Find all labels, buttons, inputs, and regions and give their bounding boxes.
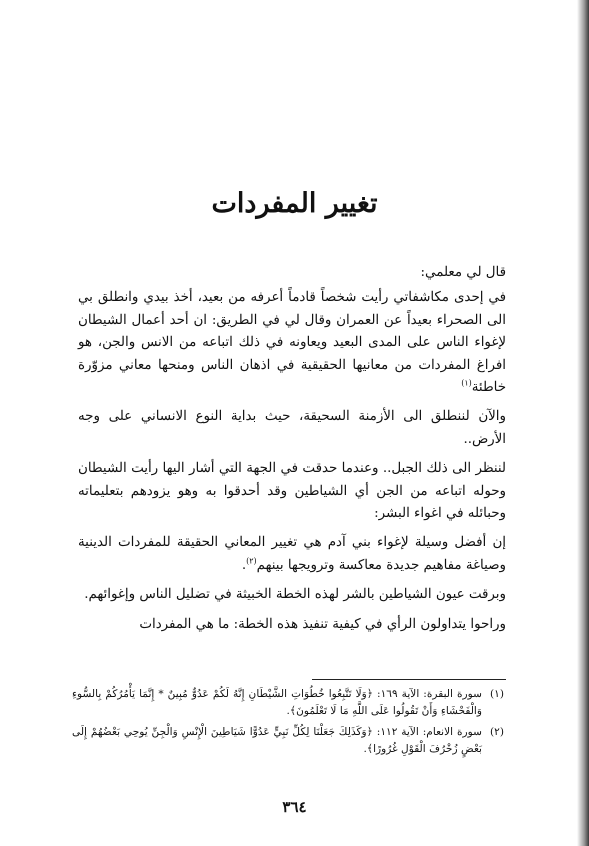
page-edge-shadow [577, 0, 589, 846]
footnote [72, 686, 512, 720]
paragraph-text: في إحدى مكاشفاتي رأيت شخصاً قادماً أعرفه من بعيد، أخذ بيدي وانطلق بي الى الصحراء بعيداً عن العمران وقال لي في الطريق: ان أحد أعمال الشيطان لإغواء الناس على المدى البعيد ويعاونه في ذلك اتباعه من الانس والجن، هو افراغ المفردات من معانيها الحقيقية في اذهان الناس ومنحها معاني مزوّرة خاطئة [78, 290, 506, 396]
footnote-number: (٢) [490, 726, 504, 738]
body-text [78, 262, 506, 643]
paragraph: وراحوا يتداولون الرأي في كيفية تنفيذ هذه الخطة: ما هي المفردات [139, 616, 506, 632]
paragraph: وبرقت عيون الشياطين بالشر لهذه الخطة الخبيثة في تضليل الناس وإغوائهم. [84, 587, 506, 603]
paragraph [78, 532, 506, 577]
footnote-text: سورة البقرة: الآية ١٦٩: ﴿وَلَا تَتَّبِعُوا خُطُوَاتِ الشَّيْطَانِ إِنَّهُ لَكُمْ عَدُوٌّ مُبِينٌ * إِنَّمَا يَأْمُرُكُمْ بِالسُّوءِ وَالْفَحْشَاءِ وَأَنْ تَقُولُوا عَلَى اللَّهِ مَا لَا تَعْلَمُونَ﴾. [72, 688, 482, 717]
footnotes [72, 686, 512, 762]
paragraph: قال لي معلمي: [420, 265, 506, 280]
paragraph-text: إن أفضل وسيلة لإغواء بني آدم هي تغيير المعاني الحقيقة للمفردات الدينية وصياغة مفاهيم جديدة معاكسة وترويجها بينهم [78, 535, 506, 573]
footnote [72, 724, 512, 758]
chapter-title: تغيير المفردات [211, 188, 378, 219]
footnote-text: سورة الانعام: الآية ١١٢: ﴿وَكَذَلِكَ جَعَلْنَا لِكُلِّ نَبِيٍّ عَدُوًّا شَيَاطِينَ الْإِنْسِ وَالْجِنِّ يُوحِي بَعْضُهُمْ إِلَى بَعْضٍ زُخْرُفَ الْقَوْلِ غُرُورًا﴾. [72, 726, 482, 755]
paragraph-end: . [241, 557, 247, 573]
paragraph: والآن لننطلق الى الأزمنة السحيقة، حيث بداية النوع الانساني على وجه الأرض.. [78, 409, 506, 447]
footnote-reference: (٢) [246, 556, 257, 566]
footnote-reference: (١) [461, 378, 472, 388]
footnote-number: (١) [490, 688, 504, 700]
footnote-separator [312, 679, 506, 680]
paragraph [78, 287, 506, 399]
paragraph: لننظر الى ذلك الجبل.. وعندما حدقت في الجهة التي أشار اليها رأيت الشيطان وحوله اتباعه من الجن أي الشياطين وقد أحدقوا به وهو يزودهم بتعليماته وحبائله في اغواء البشر: [78, 461, 506, 522]
page-number: ٣٦٤ [282, 798, 307, 816]
